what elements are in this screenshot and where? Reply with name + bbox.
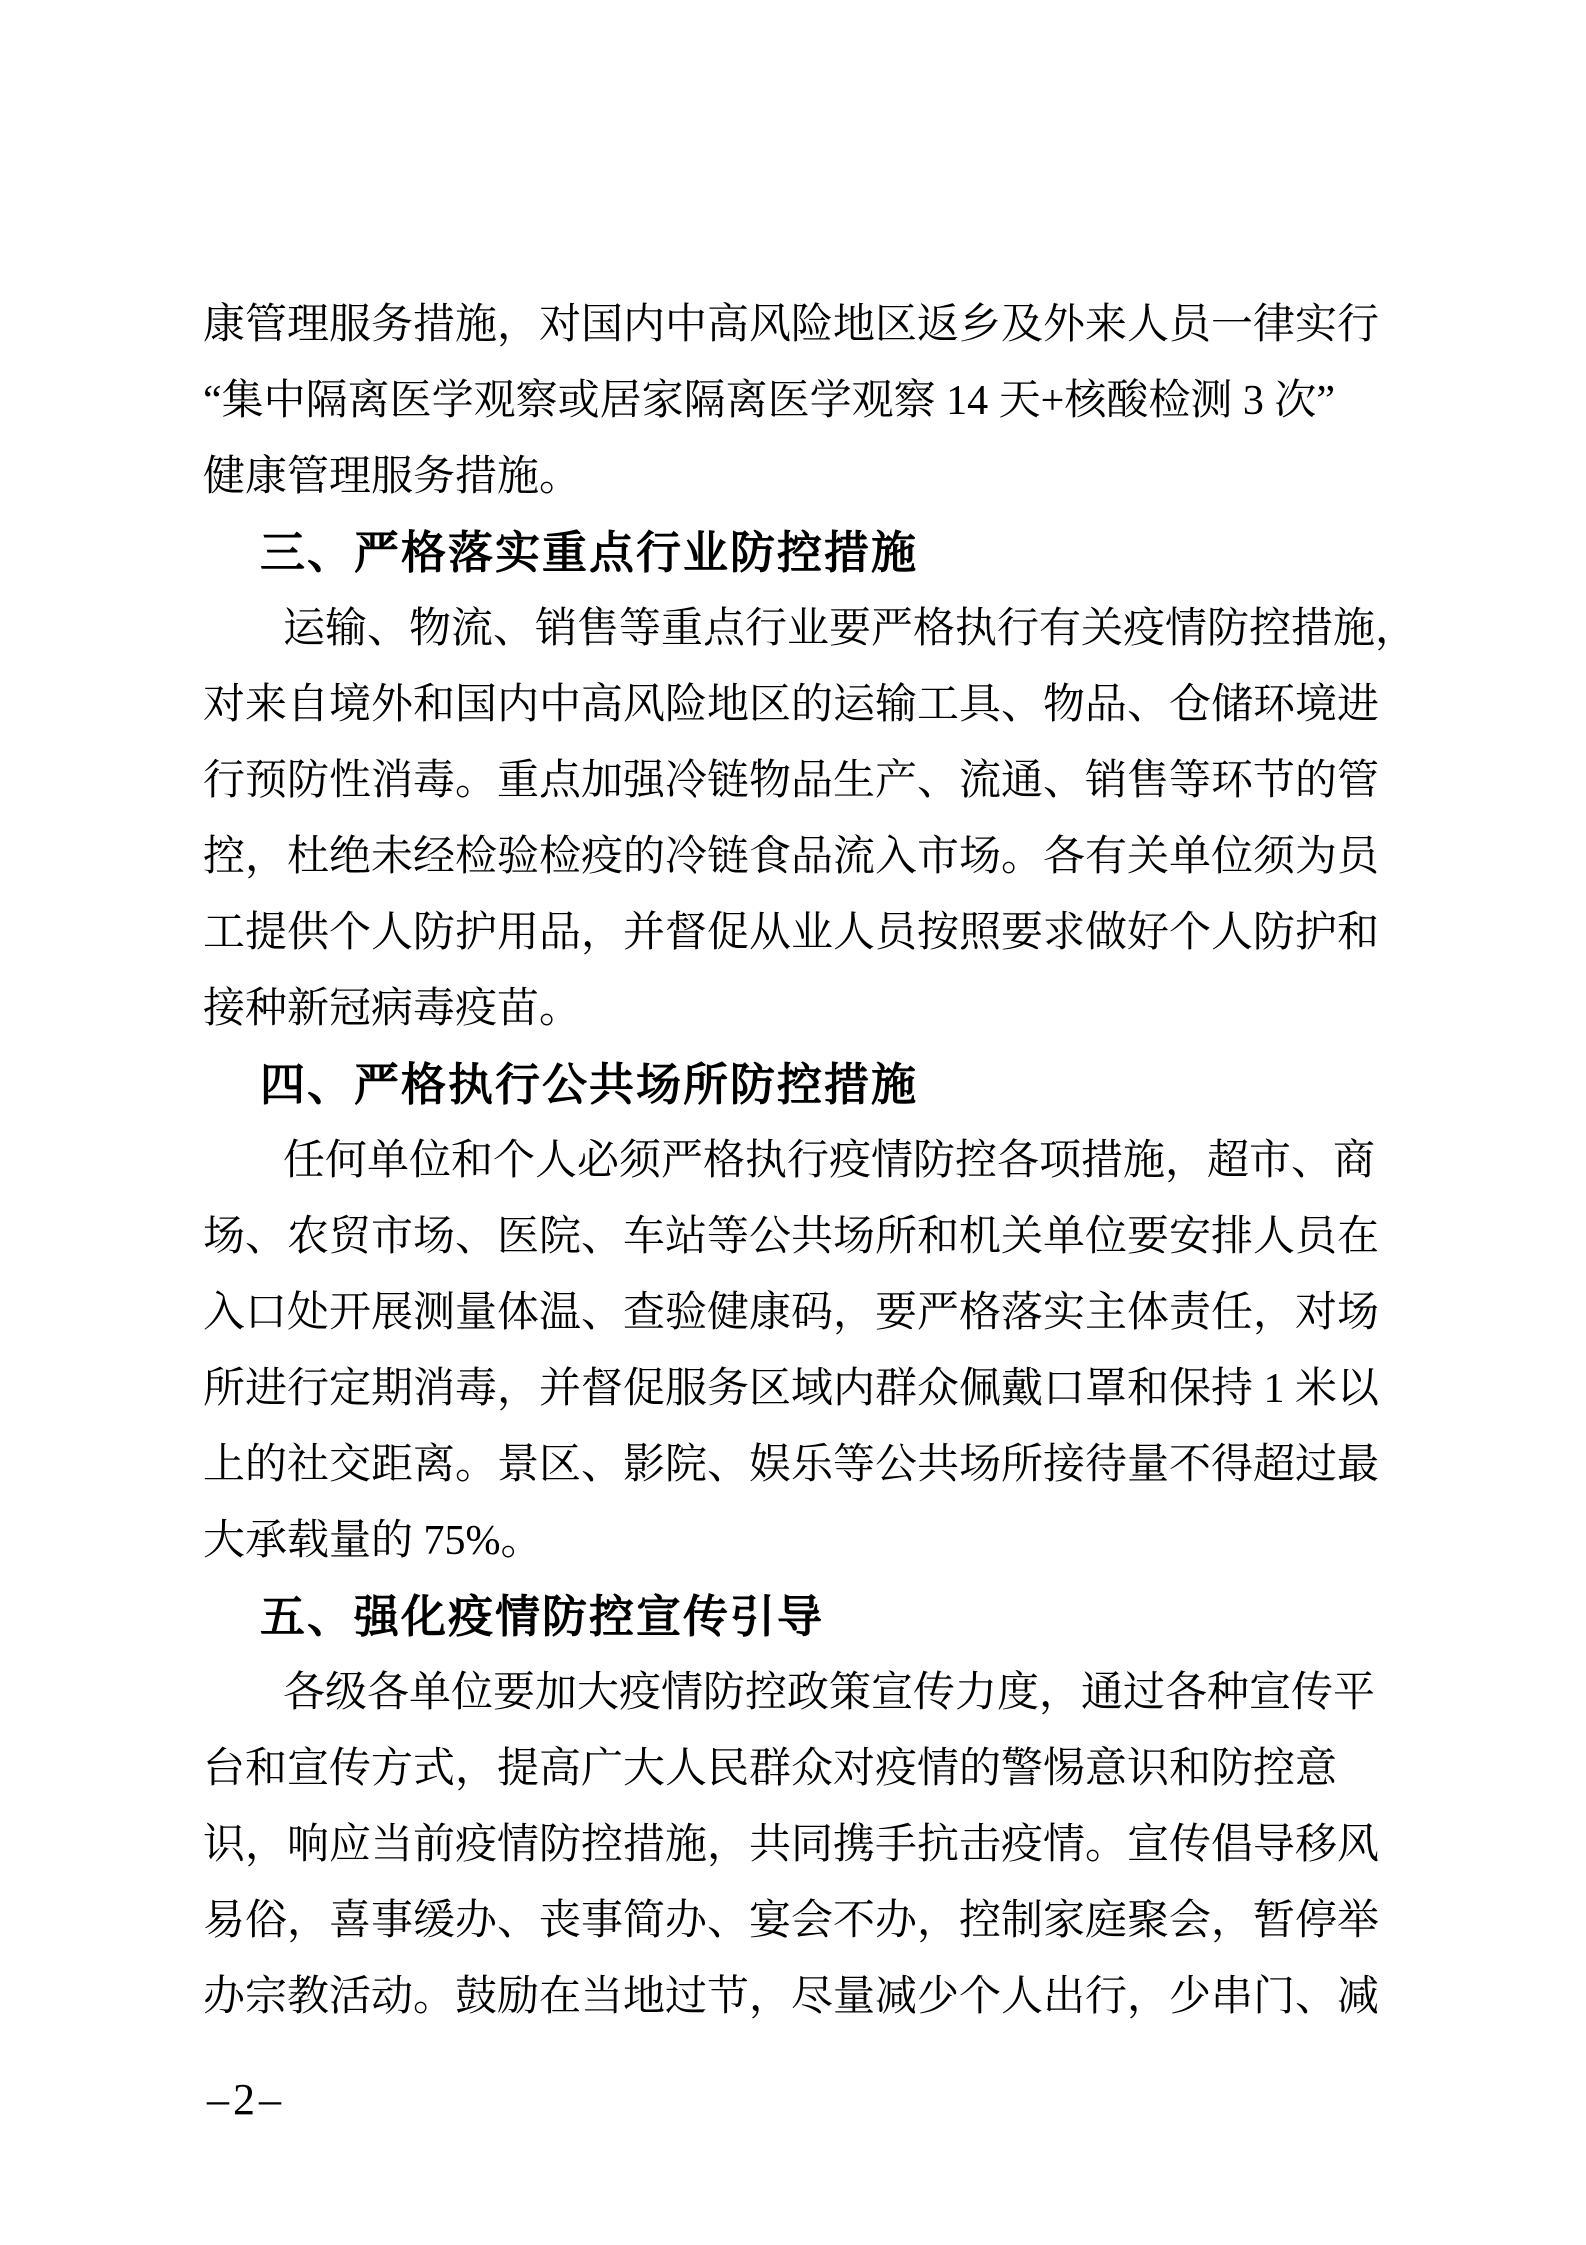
body-text-line: 所进行定期消毒，并督促服务区域内群众佩戴口罩和保持 1 米以	[203, 1366, 1380, 1412]
body-text-line: 康管理服务措施，对国内中高风险地区返乡及外来人员一律实行	[203, 302, 1380, 348]
body-text-line: 入口处开展测量体温、查验健康码，要严格落实主体责任，对场	[203, 1290, 1380, 1336]
body-text-line: 行预防性消毒。重点加强冷链物品生产、流通、销售等环节的管	[203, 758, 1380, 804]
body-text-line: 对来自境外和国内中高风险地区的运输工具、物品、仓储环境进	[203, 682, 1380, 728]
section-heading-5: 五、强化疫情防控宣传引导	[260, 1591, 825, 1642]
body-text-line: 各级各单位要加大疫情防控政策宣传力度，通过各种宣传平	[283, 1670, 1376, 1716]
section-heading-3: 三、严格落实重点行业防控措施	[260, 527, 919, 578]
section-heading-4: 四、严格执行公共场所防控措施	[260, 1059, 919, 1110]
body-text-line: 控，杜绝未经检验检疫的冷链食品流入市场。各有关单位须为员	[203, 834, 1380, 880]
body-text-line: 工提供个人防护用品，并督促从业人员按照要求做好个人防护和	[203, 910, 1380, 956]
body-text-line: 任何单位和个人必须严格执行疫情防控各项措施，超市、商	[283, 1138, 1376, 1184]
body-text-line: 识，响应当前疫情防控措施，共同携手抗击疫情。宣传倡导移风	[203, 1822, 1380, 1868]
page-number: –2–	[207, 2075, 285, 2124]
body-text-line: 大承载量的 75%。	[203, 1518, 543, 1564]
body-text-line: “集中隔离医学观察或居家隔离医学观察 14 天+核酸检测 3 次”	[203, 378, 1335, 424]
body-text-line: 运输、物流、销售等重点行业要严格执行有关疫情防控措施，	[283, 606, 1418, 652]
body-text-line: 易俗，喜事缓办、丧事简办、宴会不办，控制家庭聚会，暂停举	[203, 1898, 1380, 1944]
body-text-line: 场、农贸市场、医院、车站等公共场所和机关单位要安排人员在	[203, 1214, 1380, 1260]
body-text-line: 健康管理服务措施。	[203, 454, 582, 500]
body-text-line: 上的社交距离。景区、影院、娱乐等公共场所接待量不得超过最	[203, 1442, 1380, 1488]
body-text-line: 台和宣传方式，提高广大人民群众对疫情的警惕意识和防控意	[203, 1746, 1338, 1792]
body-text-line: 办宗教活动。鼓励在当地过节，尽量减少个人出行，少串门、减	[203, 1974, 1380, 2020]
document-text-block	[203, 287, 1417, 2035]
body-text-line: 接种新冠病毒疫苗。	[203, 986, 582, 1032]
